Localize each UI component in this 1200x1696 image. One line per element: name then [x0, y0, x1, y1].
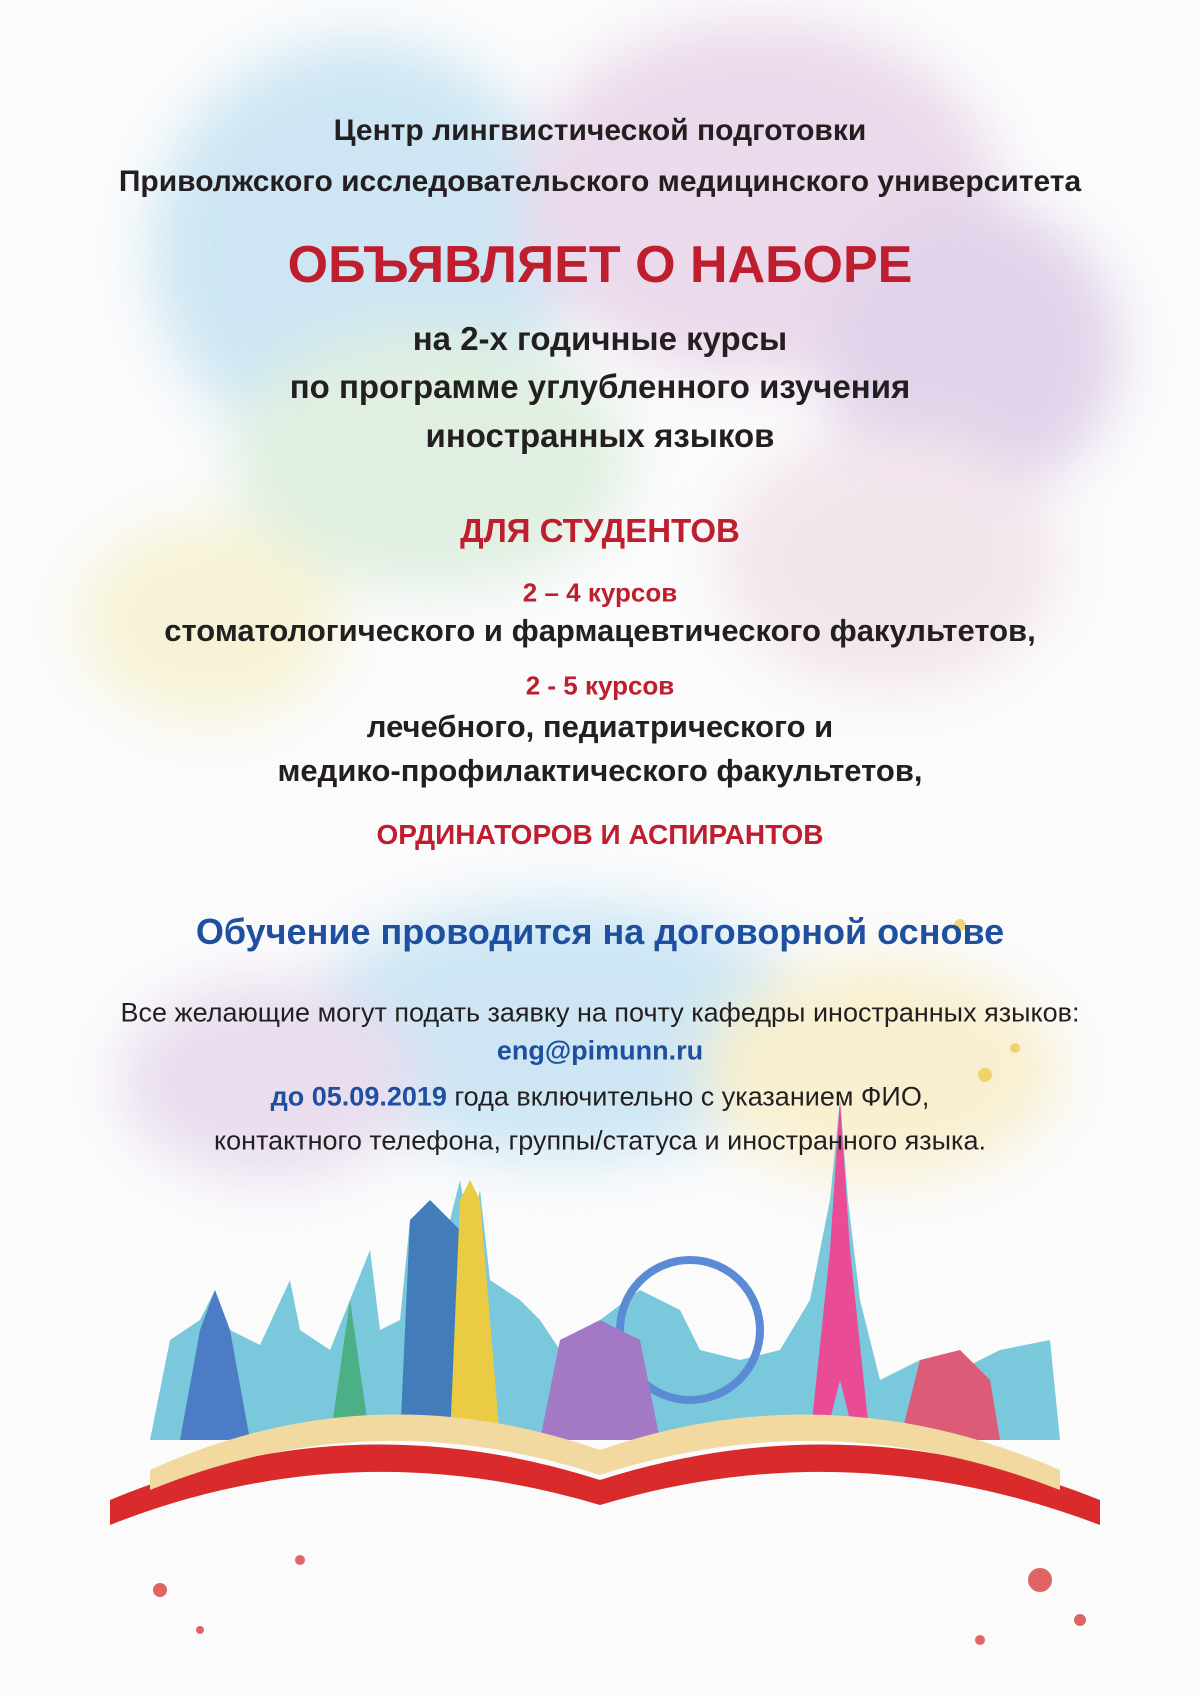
application-intro: Все желающие могут подать заявку на почту кафедры иностранных языков: — [120, 997, 1080, 1028]
courses-line-2: по программе углубленного изучения — [289, 368, 911, 405]
group2-faculties-line-2: медико-профилактического факультетов, — [277, 753, 923, 788]
email-link[interactable]: eng@pimunn.ru — [496, 1035, 704, 1066]
courses-line-3: иностранных языков — [425, 417, 775, 454]
courses-line-1: на 2-х годичные курсы — [412, 320, 788, 357]
group1-faculties: стоматологического и фармацевтического факультетов, — [164, 613, 1036, 648]
basis-statement: Обучение проводится на договорной основе — [195, 911, 1005, 952]
group2-years: 2 - 5 курсов — [525, 670, 675, 701]
deadline-rest: года включительно с указанием ФИО, — [446, 1081, 930, 1112]
headline: ОБЪЯВЛЯЕТ О НАБОРЕ — [287, 236, 913, 294]
header-line-2: Приволжского исследовательского медицинского университета — [118, 165, 1082, 198]
residents: ОРДИНАТОРОВ И АСПИРАНТОВ — [376, 819, 824, 850]
group2-faculties-line-1: лечебного, педиатрического и — [366, 709, 834, 744]
audience-title: ДЛЯ СТУДЕНТОВ — [460, 512, 740, 549]
application-details: контактного телефона, группы/статуса и иностранного языка. — [214, 1125, 986, 1156]
header-line-1: Центр лингвистической подготовки — [333, 114, 867, 147]
deadline-line — [0, 1082, 1200, 1113]
group1-years: 2 – 4 курсов — [522, 577, 678, 608]
deadline-date: до 05.09.2019 — [270, 1081, 447, 1112]
